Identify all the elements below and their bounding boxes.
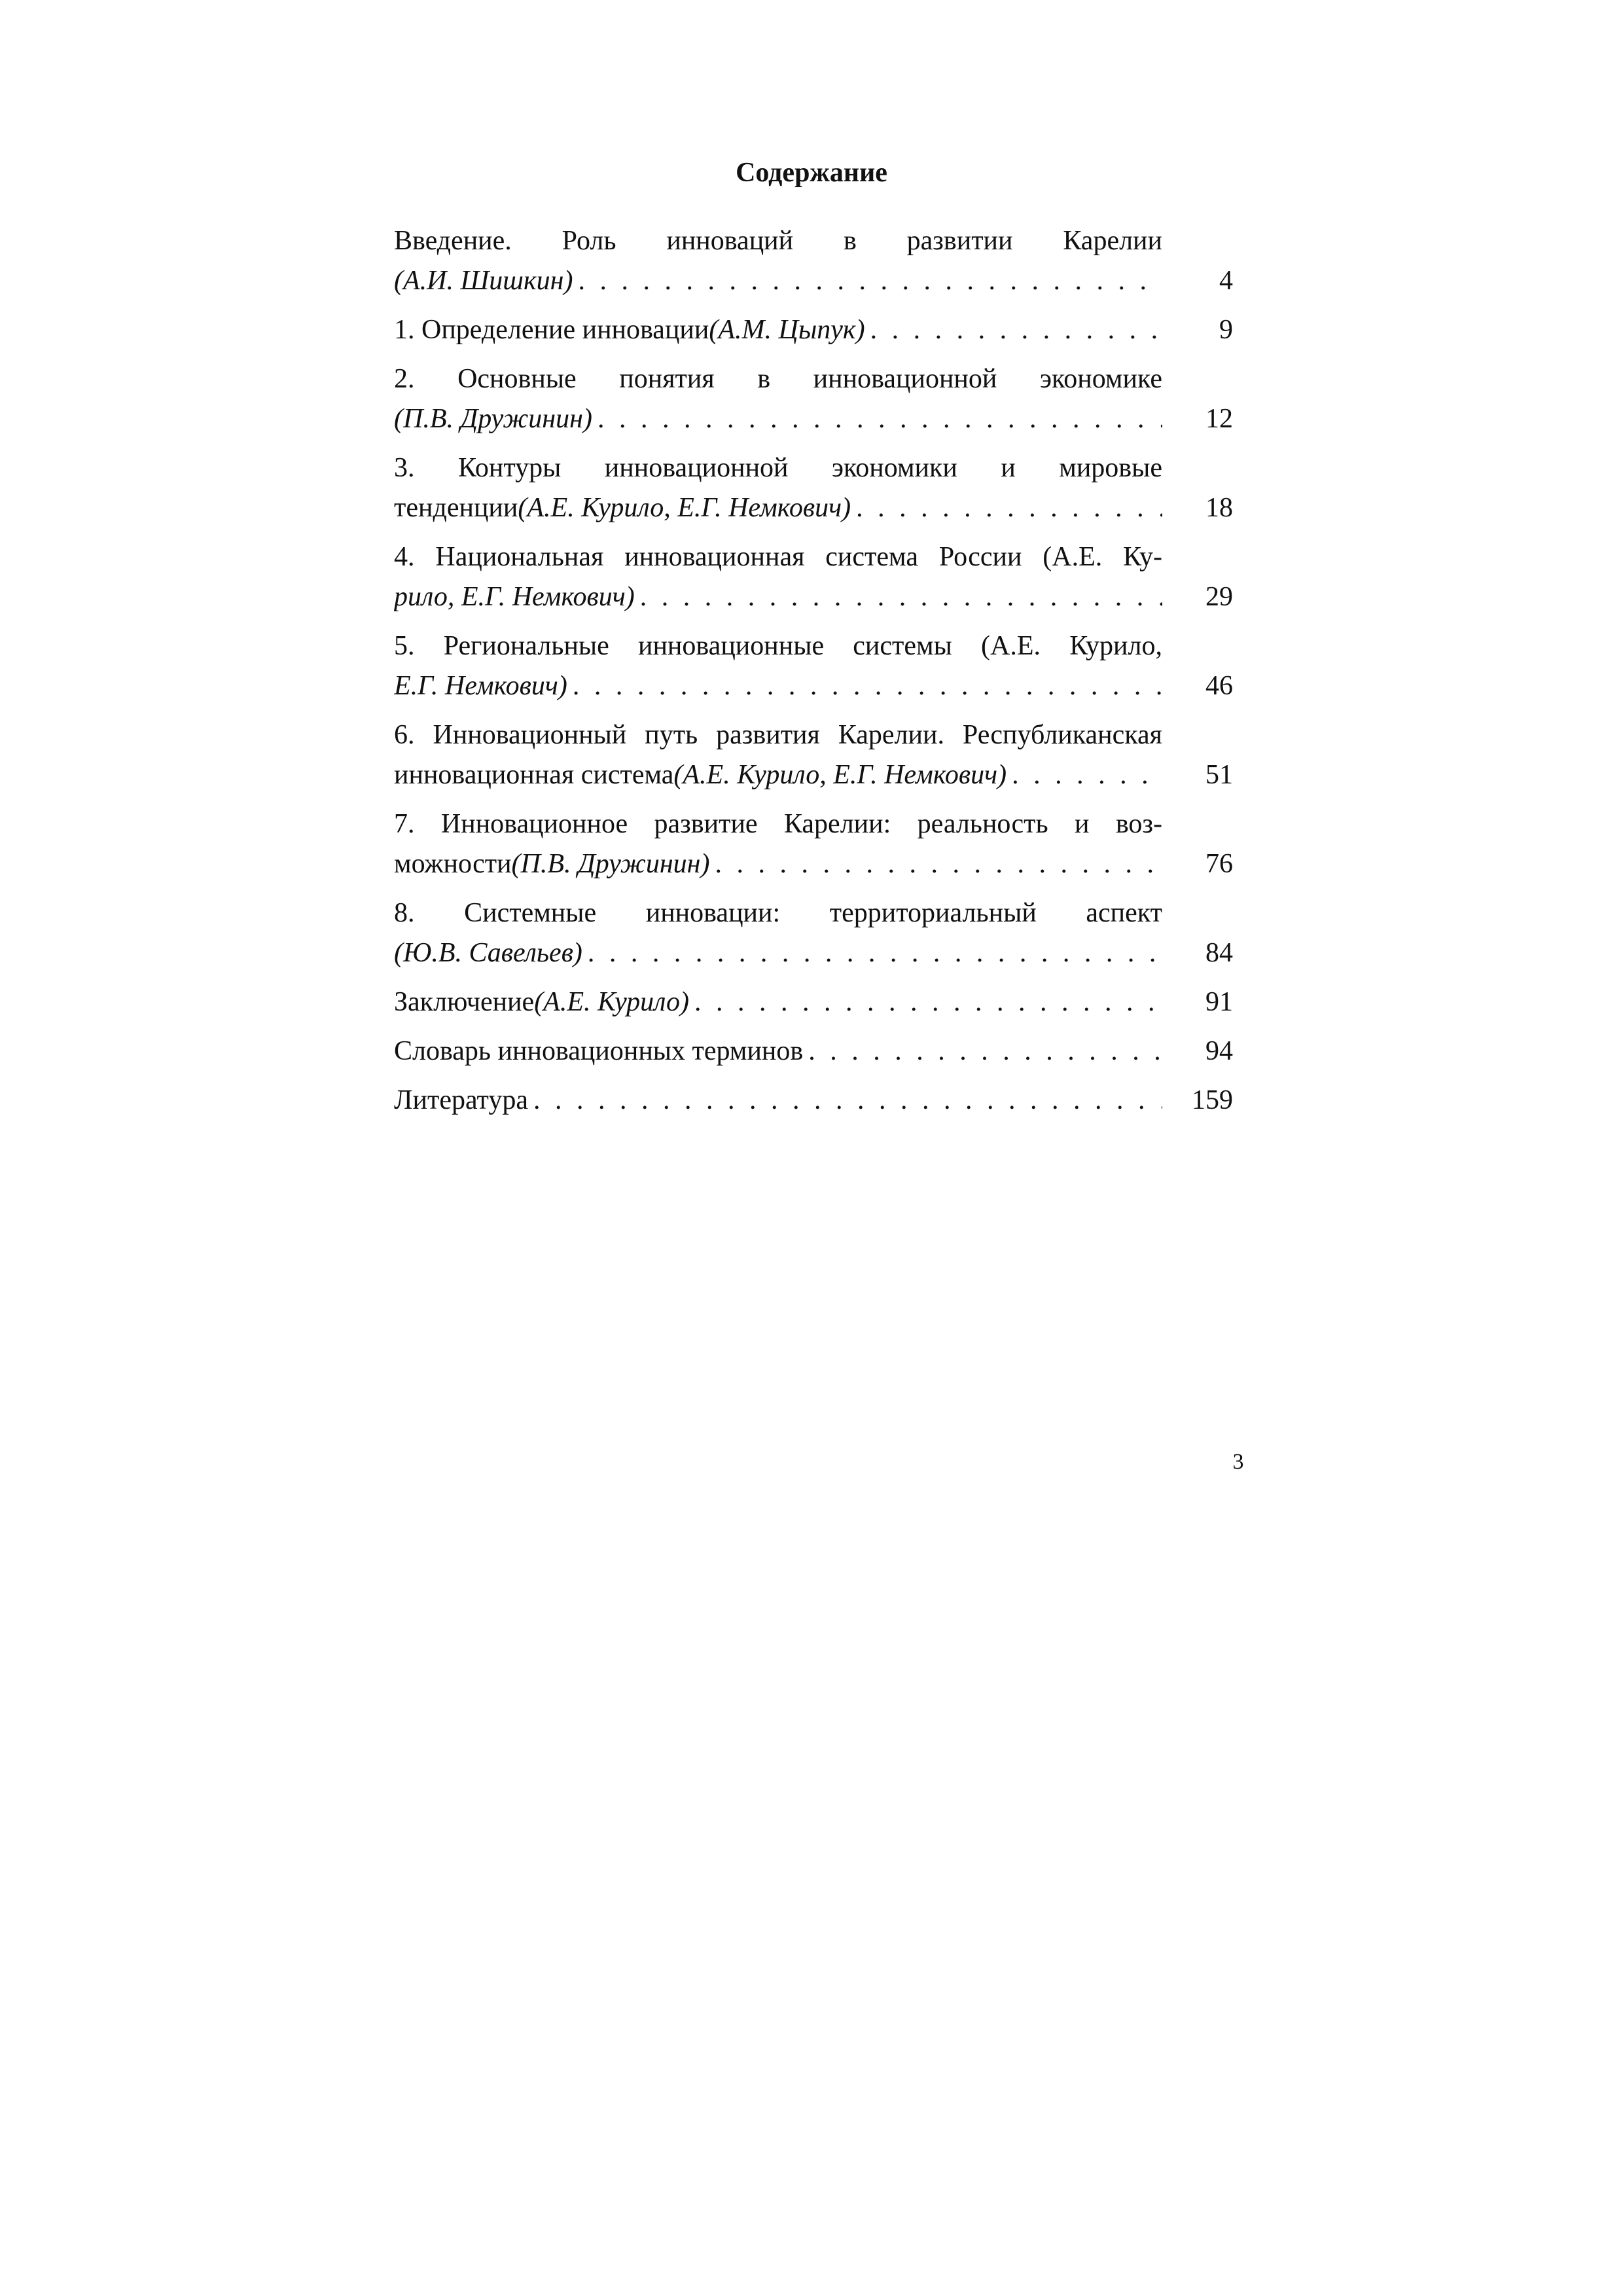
toc-entry-page: 91	[1205, 987, 1233, 1017]
toc-entry-chapter-4	[394, 537, 1233, 617]
toc-entry-prefix: Словарь инновационных терминов	[394, 1036, 804, 1066]
toc-entry-title: 7. Инновационное развитие Карелии: реальность и воз-	[394, 809, 1162, 839]
toc-entry-chapter-1	[394, 310, 1233, 350]
toc-entry-title: 8. Системные инновации: территориальный аспект	[394, 898, 1162, 928]
toc-entry-prefix: можности	[394, 849, 512, 879]
dot-leaders	[573, 261, 1162, 301]
toc-entry-prefix: тенденции	[394, 493, 518, 523]
toc-entry-page: 76	[1205, 849, 1233, 879]
toc-entry-chapter-7	[394, 804, 1233, 884]
toc-entry-title: 6. Инновационный путь развития Карелии. Республиканская	[394, 720, 1162, 750]
dot-leaders	[865, 310, 1162, 350]
toc-entry-page: 84	[1205, 938, 1233, 968]
toc-entry-page: 159	[1192, 1085, 1233, 1115]
dot-leaders	[803, 1031, 1162, 1071]
dot-leaders	[592, 399, 1162, 439]
dot-leaders	[710, 844, 1162, 884]
toc-entry-page: 94	[1205, 1036, 1233, 1066]
toc-entry-author: (А.И. Шишкин)	[394, 266, 573, 296]
page-number: 3	[1232, 1450, 1244, 1474]
page-title: Содержание	[736, 158, 887, 188]
toc-entry-chapter-2	[394, 359, 1233, 439]
toc-entry-title: 3. Контуры инновационной экономики и мировые	[394, 453, 1162, 483]
toc-entry-page: 46	[1205, 671, 1233, 701]
toc-entry-glossary	[394, 1031, 1233, 1071]
toc-entry-prefix: Литература	[394, 1085, 528, 1115]
dot-leaders	[528, 1081, 1162, 1121]
dot-leaders	[1007, 755, 1162, 795]
toc-entry-author: Е.Г. Немкович)	[394, 671, 567, 701]
dot-leaders	[567, 666, 1162, 706]
toc-entry-page: 9	[1219, 315, 1233, 345]
toc-entry-author: рило, Е.Г. Немкович)	[394, 582, 635, 612]
dot-leaders	[689, 982, 1162, 1022]
toc-entry-prefix: 1. Определение инновации	[394, 315, 709, 345]
toc-entry-page: 12	[1205, 404, 1233, 434]
toc-entry-author: (А.Е. Курило, Е.Г. Немкович)	[673, 760, 1007, 790]
toc-entry-title: 5. Региональные инновационные системы (А.Е. Курило,	[394, 631, 1162, 661]
toc-entry-prefix: Заключение	[394, 987, 535, 1017]
toc-entry-author: (А.М. Цыпук)	[709, 315, 865, 345]
toc-entry-author: (А.Е. Курило)	[534, 987, 689, 1017]
dot-leaders	[582, 933, 1162, 973]
toc-entry-chapter-8	[394, 893, 1233, 973]
toc-entry-conclusion	[394, 982, 1233, 1022]
toc-entry-page: 29	[1205, 582, 1233, 612]
toc-entry-prefix: инновационная система	[394, 760, 674, 790]
toc-entry-chapter-5	[394, 626, 1233, 706]
toc-entry-page: 18	[1205, 493, 1233, 523]
toc-entry-chapter-3	[394, 448, 1233, 528]
toc-entry-introduction	[394, 221, 1233, 301]
toc-entry-title: Введение. Роль инноваций в развитии Карелии	[394, 226, 1162, 256]
table-of-contents	[394, 221, 1233, 1121]
toc-entry-author: (Ю.В. Савельев)	[394, 938, 582, 968]
dot-leaders	[851, 488, 1162, 528]
toc-entry-page: 4	[1219, 266, 1233, 296]
toc-entry-references	[394, 1081, 1233, 1121]
toc-entry-author: (А.Е. Курило, Е.Г. Немкович)	[518, 493, 851, 523]
toc-entry-page: 51	[1205, 760, 1233, 790]
toc-entry-chapter-6	[394, 715, 1233, 795]
dot-leaders	[635, 577, 1162, 617]
toc-entry-author: (П.В. Дружинин)	[394, 404, 592, 434]
toc-entry-author: (П.В. Дружинин)	[511, 849, 710, 879]
toc-entry-title: 2. Основные понятия в инновационной экономике	[394, 364, 1162, 394]
toc-entry-title: 4. Национальная инновационная система России (А.Е. Ку-	[394, 542, 1162, 572]
